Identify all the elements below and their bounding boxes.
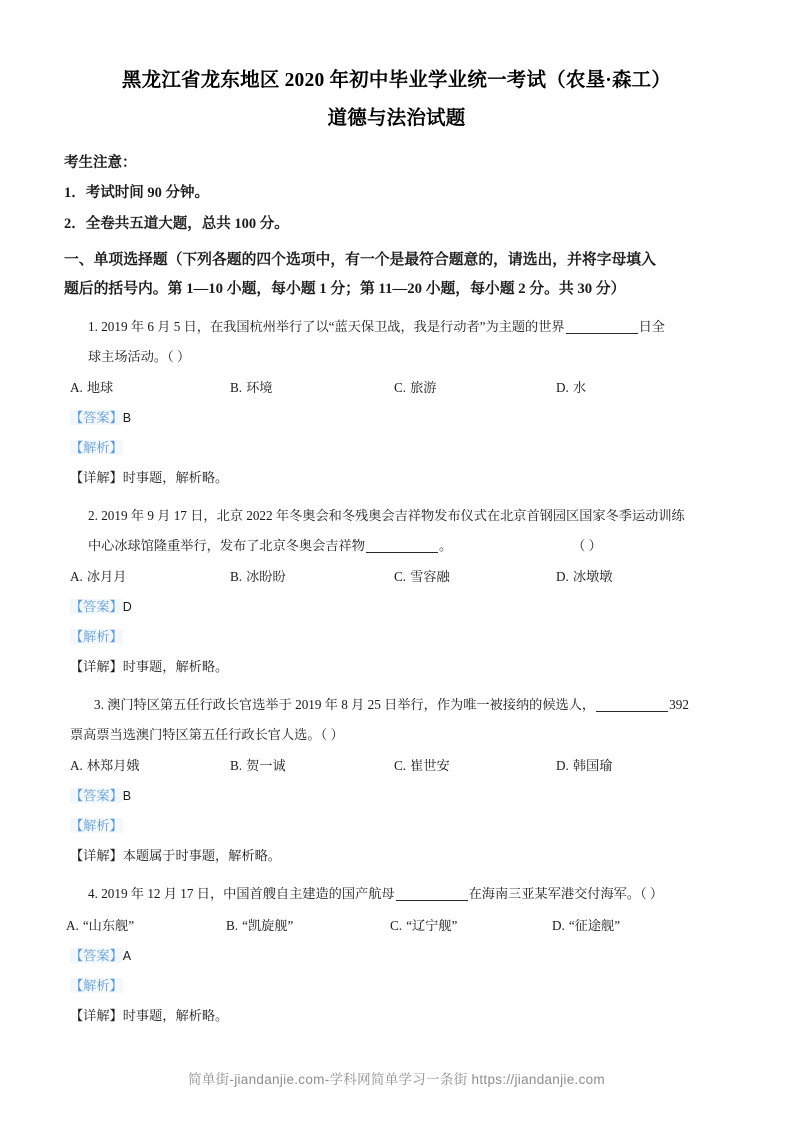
question-4-option-c[interactable] (390, 911, 552, 941)
question-2-stem-line-2-post: 。 (438, 537, 453, 553)
question-2-blank (366, 552, 438, 553)
question-1-option-a[interactable] (70, 373, 230, 403)
question-1-answer-row (64, 403, 737, 433)
option-label: A. (66, 917, 79, 933)
option-text: “辽宁舰” (406, 917, 458, 933)
paper-body (0, 148, 793, 1031)
question-3-stem-line-2: 票高票当选澳门特区第五任行政长官人选。（ ） (70, 726, 344, 742)
option-text: 雪容融 (410, 569, 450, 584)
title-line-2: 道德与法治试题 (327, 108, 466, 129)
question-3-detail-text: 本题属于时事题，解析略。 (122, 848, 281, 863)
option-label: A. (70, 569, 83, 584)
option-text: 地球 (86, 380, 114, 395)
question-4-detail-row (64, 1001, 737, 1031)
question-2-detail-row (64, 652, 737, 682)
option-label: C. (394, 380, 407, 395)
option-label: B. (230, 569, 243, 584)
question-4 (64, 879, 737, 1031)
question-4-analysis-row (64, 971, 737, 1001)
answer-tag: 【答案】 (70, 947, 123, 963)
question-1-option-b[interactable] (230, 373, 394, 403)
question-1-stem-text: 1. 2019 年 6 月 5 日，在我国杭州举行了以“蓝天保卫战，我是行动者”为主题的世界 (88, 319, 565, 334)
option-text: 林郑月娥 (86, 758, 140, 773)
option-text: 贺一诚 (246, 758, 286, 773)
question-4-blank (396, 900, 468, 901)
notice-heading: 考生注意： (64, 155, 137, 171)
detail-tag: 【详解】 (70, 848, 123, 863)
option-label: D. (556, 569, 569, 584)
option-text: 冰墩墩 (572, 569, 613, 584)
answer-tag: 【答案】 (70, 599, 123, 614)
question-2-stem-line-2-pre: 中心冰球馆隆重举行，发布了北京冬奥会吉祥物 (88, 537, 365, 553)
question-4-option-a[interactable] (66, 911, 226, 941)
question-2-option-c[interactable] (394, 562, 556, 592)
question-1-option-c[interactable] (394, 373, 556, 403)
question-1 (64, 312, 737, 493)
question-2-stem-line-2 (64, 531, 737, 561)
option-label: C. (390, 917, 403, 933)
analysis-tag: 【解析】 (70, 977, 123, 993)
question-2-answer-row (64, 592, 737, 622)
analysis-tag: 【解析】 (70, 818, 123, 833)
detail-tag: 【详解】 (70, 659, 123, 674)
answer-tag: 【答案】 (70, 410, 123, 425)
option-text: “征途舰” (568, 917, 621, 933)
section-heading-line-1: 一、单项选择题（下列各题的四个选项中，有一个是最符合题意的，请选出，并将字母填入 (64, 252, 656, 268)
option-label: D. (556, 380, 569, 395)
page-title (0, 62, 793, 138)
option-label: B. (230, 380, 243, 395)
question-2-options (64, 562, 737, 592)
question-2-stem: 2. 2019 年 9 月 17 日，北京 2022 年冬奥会和冬残奥会吉祥物发布仪式在北京首钢园区国家冬季运动训练 (88, 508, 685, 523)
question-1-stem (64, 312, 737, 342)
question-1-options (64, 373, 737, 403)
question-4-answer-value: A (122, 948, 132, 963)
question-3-options (64, 751, 737, 781)
question-3 (64, 690, 737, 871)
option-label: B. (226, 917, 239, 933)
detail-tag: 【详解】 (70, 470, 123, 485)
analysis-tag: 【解析】 (70, 629, 123, 644)
option-label: B. (230, 758, 243, 773)
question-4-stem-tail: 在海南三亚某军港交付海军。（ ） (468, 886, 664, 901)
question-3-option-c[interactable] (394, 751, 556, 781)
section-heading-line-2: 题后的括号内。第 1—10 小题，每小题 1 分；第 11—20 小题，每小题 2 分。共 30 分） (64, 281, 626, 297)
question-2-answer-value: D (122, 600, 132, 614)
question-2 (64, 501, 737, 682)
option-text: 冰月月 (86, 569, 127, 584)
question-2-option-b[interactable] (230, 562, 394, 592)
question-3-stem-tail: 392 (669, 697, 689, 712)
option-label: A. (70, 758, 83, 773)
question-4-stem-text: 4. 2019 年 12 月 17 日，中国首艘自主建造的国产航母 (88, 886, 395, 901)
question-1-detail-text: 时事题，解析略。 (122, 470, 229, 485)
question-3-answer-row (64, 781, 737, 811)
option-text: “山东舰” (82, 917, 135, 933)
question-1-blank (566, 333, 638, 334)
question-2-option-d[interactable] (556, 562, 706, 592)
answer-tag: 【答案】 (70, 788, 123, 803)
question-1-option-d[interactable] (556, 373, 706, 403)
option-text: 冰盼盼 (246, 569, 286, 584)
notice-item-2: 2．全卷共五道大题，总共 100 分。 (64, 216, 289, 232)
option-text: 崔世安 (410, 758, 450, 773)
option-text: 韩国瑜 (572, 758, 613, 773)
question-1-analysis-row (64, 433, 737, 463)
question-4-option-d[interactable] (552, 911, 702, 941)
question-4-stem (64, 879, 737, 909)
question-4-options (64, 911, 737, 941)
option-text: 旅游 (410, 380, 437, 395)
option-label: D. (552, 917, 565, 933)
option-label: C. (394, 758, 407, 773)
question-3-analysis-row (64, 811, 737, 841)
question-1-stem-tail: 日全 (638, 319, 665, 334)
notice-item-1: 1．考试时间 90 分钟。 (64, 185, 209, 201)
question-3-blank (596, 711, 668, 712)
option-label: D. (556, 758, 569, 773)
question-4-option-b[interactable] (226, 911, 390, 941)
question-3-option-d[interactable] (556, 751, 706, 781)
title-line-1: 黑龙江省龙东地区 2020 年初中毕业学业统一考试（农垦·森工） (121, 70, 672, 91)
question-1-answer-value: B (122, 411, 132, 425)
question-3-option-b[interactable] (230, 751, 394, 781)
footer-watermark: 简单街-jiandanjie.com-学科网简单学习一条街 https://jiandanjie.com (188, 1072, 605, 1087)
question-1-stem-line-2: 球主场活动。（ ） (88, 348, 191, 364)
question-3-option-a[interactable] (70, 751, 230, 781)
question-2-stem-paren: （ ） (572, 537, 602, 553)
analysis-tag: 【解析】 (70, 440, 123, 455)
question-3-detail-row (64, 841, 737, 871)
question-4-answer-row (64, 941, 737, 971)
question-1-detail-row (64, 463, 737, 493)
detail-tag: 【详解】 (70, 1007, 123, 1023)
option-label: A. (70, 380, 83, 395)
option-label: C. (394, 569, 407, 584)
question-2-detail-text: 时事题，解析略。 (122, 659, 229, 674)
option-text: 水 (572, 380, 587, 395)
option-text: “凯旋舰” (242, 917, 294, 933)
question-3-answer-value: B (122, 789, 132, 803)
question-3-stem-text: 3. 澳门特区第五任行政长官选举于 2019 年 8 月 25 日举行，作为唯一被接纳的候选人， (94, 697, 596, 712)
question-2-option-a[interactable] (70, 562, 230, 592)
question-3-stem (64, 690, 737, 720)
question-4-detail-text: 时事题，解析略。 (122, 1007, 229, 1023)
option-text: 环境 (246, 380, 273, 395)
question-2-analysis-row (64, 622, 737, 652)
